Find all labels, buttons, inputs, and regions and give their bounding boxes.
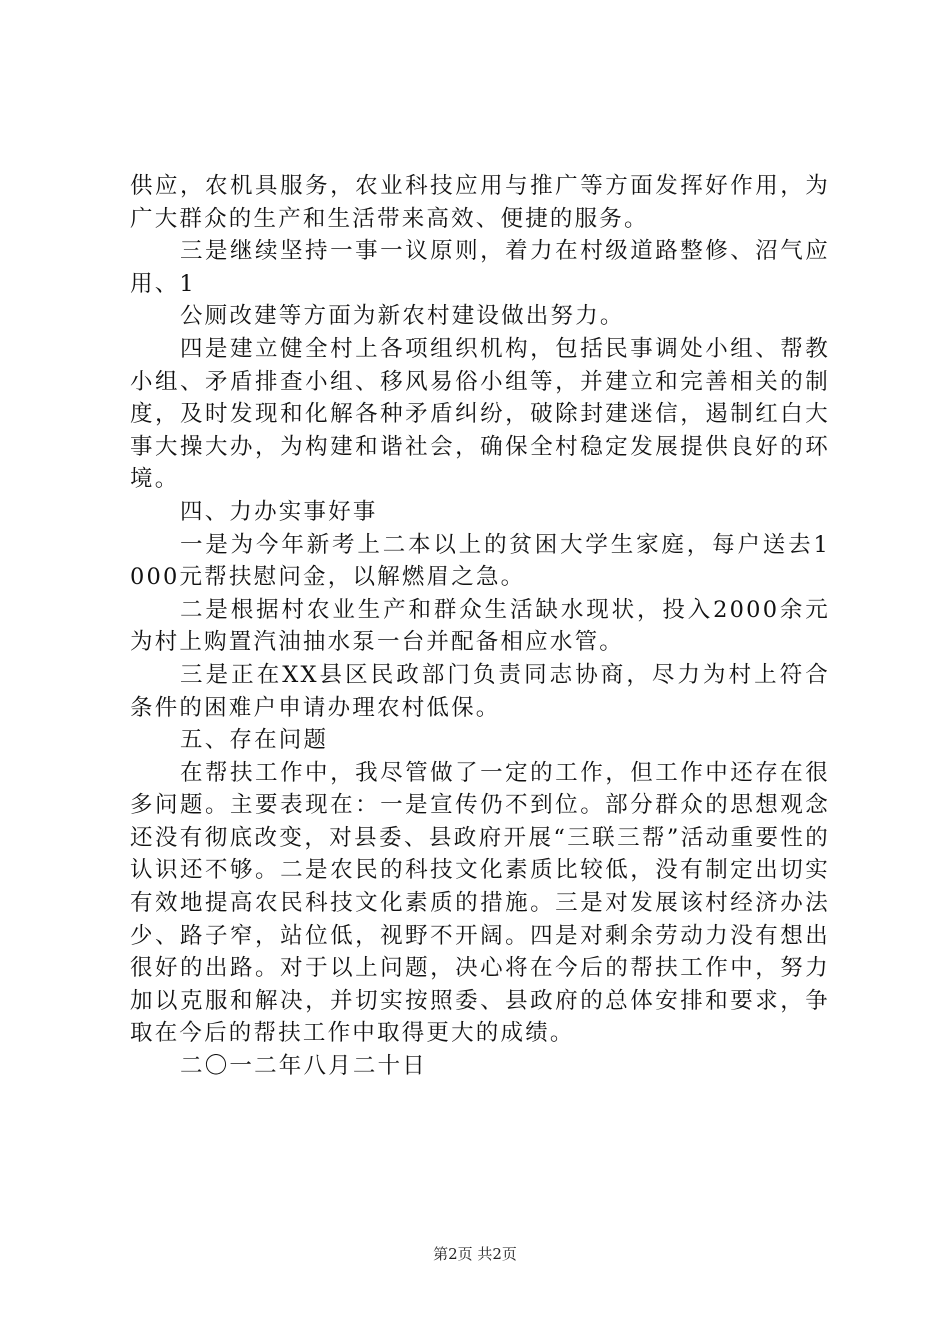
page-footer bbox=[0, 1244, 950, 1264]
section-heading: 五、存在问题 bbox=[180, 727, 329, 754]
document-date: 二〇一二年八月二十日 bbox=[180, 1053, 428, 1080]
paragraph: 三是继续坚持一事一议原则，着力在村级道路整修、沼气应用、1 bbox=[130, 238, 830, 297]
document-body bbox=[130, 170, 830, 1083]
paragraph: 一是为今年新考上二本以上的贫困大学生家庭，每户送去1000元帮扶慰问金，以解燃眉之急。 bbox=[130, 531, 830, 591]
paragraph: 二是根据村农业生产和群众生活缺水现状，投入2000余元为村上购置汽油抽水泵一台并配备相应水管。 bbox=[130, 596, 830, 656]
paragraph: 在帮扶工作中，我尽管做了一定的工作，但工作中还存在很多问题。主要表现在：一是宣传仍不到位。部分群众的思想观念还没有彻底改变，对县委、县政府开展“三联三帮”活动重要性的认识还不够。二是农民的科技文化素质比较低，没有制定出切实有效地提高农民科技文化素质的措施。三是对发展该村经济办法少、路子窄，站位低，视野不开阔。四是对剩余劳动力没有想出很好的出路。对于以上问题，决心将在今后的帮扶工作中，努力加以克服和解决，并切实按照委、县政府的总体安排和要求，争取在今后的帮扶工作中取得更大的成绩。 bbox=[130, 759, 830, 1047]
paragraph: 三是正在XX县区民政部门负责同志协商，尽力为村上符合条件的困难户申请办理农村低保。 bbox=[130, 661, 830, 721]
paragraph: 供应，农机具服务，农业科技应用与推广等方面发挥好作用，为广大群众的生产和生活带来高效、便捷的服务。 bbox=[130, 173, 830, 232]
section-heading: 四、力办实事好事 bbox=[180, 498, 378, 525]
page-number-label: 第2页 共2页 bbox=[433, 1245, 517, 1263]
paragraph: 公厕改建等方面为新农村建设做出努力。 bbox=[180, 303, 625, 330]
paragraph: 四是建立健全村上各项组织机构，包括民事调处小组、帮教小组、矛盾排查小组、移风易俗小组等，并建立和完善相关的制度，及时发现和化解各种矛盾纠纷，破除封建迷信，遏制红白大事大操大办，为构建和谐社会，确保全村稳定发展提供良好的环境。 bbox=[130, 335, 830, 493]
